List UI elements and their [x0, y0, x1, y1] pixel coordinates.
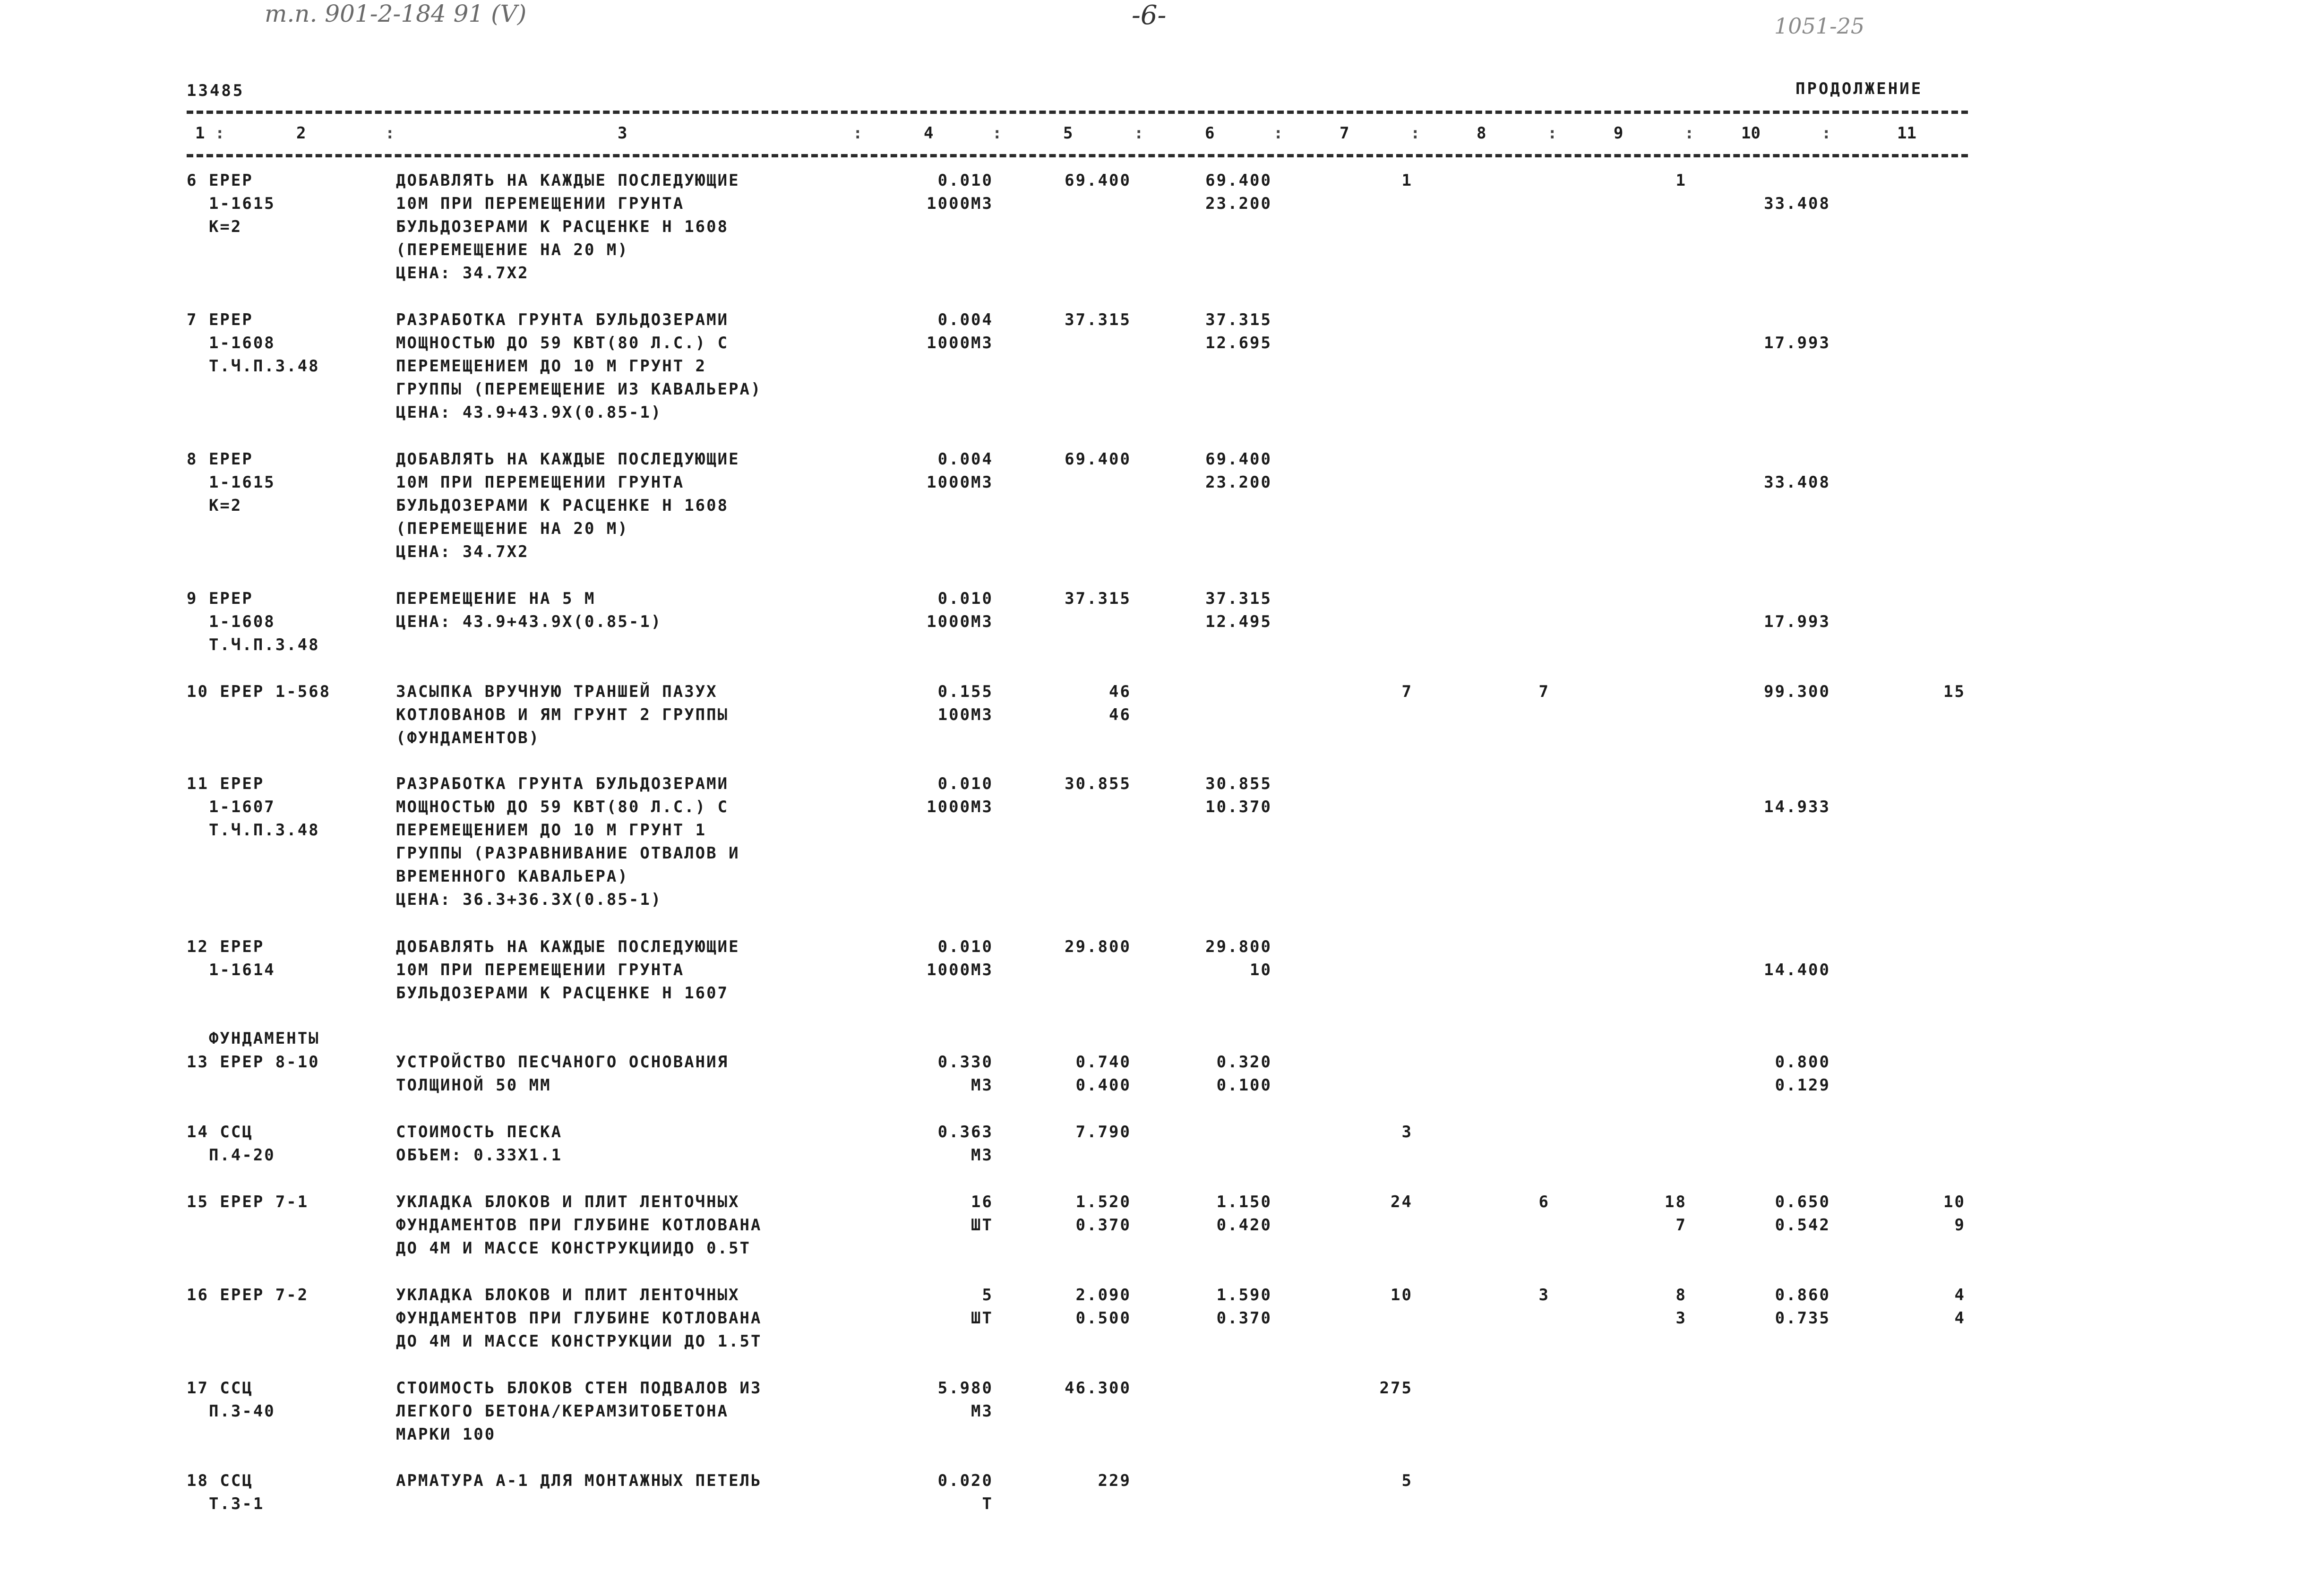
cell-line: М3	[971, 1146, 993, 1165]
cell-line: 17 ССЦ	[187, 1379, 253, 1398]
cell-line: (ФУНДАМЕНТОВ)	[396, 729, 541, 747]
cell-line: 46.300	[1065, 1379, 1131, 1398]
cell-line: 33.408	[1764, 194, 1830, 213]
cell-line: 6	[1538, 1193, 1550, 1211]
cell-line: 1.520	[1075, 1193, 1131, 1211]
cell-c3	[396, 169, 892, 285]
cell-line: 5	[1401, 1471, 1413, 1490]
cell-c7	[1366, 1121, 1413, 1144]
cell-c1	[187, 1469, 385, 1516]
cell-c6	[1158, 309, 1272, 355]
cell-line: ГРУППЫ (ПЕРЕМЕЩЕНИЕ ИЗ КАВАЛЬЕРА)	[396, 380, 762, 399]
cell-line: 69.400	[1065, 450, 1131, 469]
cell-line: 16 ЕРЕР 7-2	[187, 1286, 309, 1304]
cell-c4	[893, 680, 993, 727]
cell-line: 0.400	[1075, 1076, 1131, 1095]
cell-line: 10М ПРИ ПЕРЕМЕЩЕНИИ ГРУНТА	[396, 194, 685, 213]
cell-line: 9	[1954, 1216, 1966, 1235]
column-header-row: 1 2 3 4 5 6 7 8 9 10 11 : : : : : : : : : :	[195, 124, 1916, 143]
col-head-6: 6	[1205, 124, 1215, 143]
cell-line	[1744, 448, 1830, 471]
cell-line: 4	[1954, 1309, 1966, 1328]
col-head-4: 4	[924, 124, 934, 143]
cell-c7	[1366, 1469, 1413, 1493]
cell-line: 1-1615	[187, 473, 275, 492]
cell-c8	[1503, 1191, 1550, 1214]
cell-line: 0.800	[1775, 1053, 1830, 1072]
cell-line: КОТЛОВАНОВ И ЯМ ГРУНТ 2 ГРУППЫ	[396, 705, 729, 724]
cell-c6	[1158, 772, 1272, 819]
cell-line: ШТ	[971, 1309, 993, 1328]
cell-line: 0.020	[937, 1471, 993, 1490]
cell-line: Т.Ч.П.3.48	[187, 635, 320, 654]
doc-code: 13485	[187, 81, 245, 100]
rule-under-header	[187, 154, 1968, 157]
cell-line: 8 ЕРЕР	[187, 450, 253, 469]
cell-line: 1-1608	[187, 612, 275, 631]
cell-line: 10	[1250, 961, 1272, 979]
cell-c3	[396, 1469, 892, 1493]
col-head-3: 3	[618, 124, 627, 143]
cell-line: 8	[1675, 1286, 1687, 1304]
cell-line: 3	[1401, 1123, 1413, 1141]
cell-line: М3	[971, 1076, 993, 1095]
cell-line: БУЛЬДОЗЕРАМИ К РАСЦЕНКЕ Н 1608	[396, 217, 729, 236]
cell-line: ОБЪЕМ: 0.33Х1.1	[396, 1146, 563, 1165]
cell-line: 275	[1379, 1379, 1413, 1398]
cell-line: 0.330	[937, 1053, 993, 1072]
cell-line: 18	[1665, 1193, 1687, 1211]
cell-line: УКЛАДКА БЛОКОВ И ПЛИТ ЛЕНТОЧНЫХ	[396, 1193, 740, 1211]
cell-c6	[1158, 169, 1272, 215]
cell-line	[1744, 169, 1830, 192]
cell-c8	[1503, 1284, 1550, 1307]
cell-c5	[1016, 1191, 1131, 1237]
cell-line: ТОЛЩИНОЙ 50 ММ	[396, 1076, 551, 1095]
cell-line: ДОБАВЛЯТЬ НА КАЖДЫЕ ПОСЛЕДУЮЩИЕ	[396, 937, 740, 956]
cell-c1	[187, 680, 385, 704]
col-head-7: 7	[1340, 124, 1349, 143]
cell-line: 1000М3	[927, 961, 993, 979]
cell-line: 14.933	[1764, 798, 1830, 816]
cell-line: 1.150	[1216, 1193, 1272, 1211]
cell-c5	[1016, 448, 1131, 471]
stamp-right: 1051-25	[1774, 13, 1865, 39]
cell-line: МОЩНОСТЬЮ ДО 59 КВТ(80 Л.С.) С	[396, 798, 729, 816]
cell-line: 2.090	[1075, 1286, 1131, 1304]
rule-top	[187, 111, 1968, 114]
cell-line: 7	[1401, 682, 1413, 701]
cell-c11	[1918, 680, 1966, 704]
cell-line: СТОИМОСТЬ ПЕСКА	[396, 1123, 563, 1141]
cell-line: ЦЕНА: 43.9+43.9Х(0.85-1)	[396, 612, 662, 631]
cell-line: 1000М3	[927, 473, 993, 492]
cell-c4	[893, 935, 993, 982]
cell-line: Т	[982, 1494, 993, 1513]
cell-c4	[893, 587, 993, 634]
cell-line: ПЕРЕМЕЩЕНИЕМ ДО 10 М ГРУНТ 1	[396, 821, 707, 840]
cell-line: 69.400	[1205, 171, 1272, 190]
cell-c6	[1158, 1284, 1272, 1330]
cell-line: 7 ЕРЕР	[187, 310, 253, 329]
cell-line: 99.300	[1764, 682, 1830, 701]
cell-c10	[1744, 1284, 1830, 1330]
cell-c3	[396, 448, 892, 564]
cell-c1	[187, 169, 385, 239]
cell-line: 5	[982, 1286, 993, 1304]
cell-line: 0.363	[937, 1123, 993, 1141]
cell-line: 0.155	[937, 682, 993, 701]
cell-line: 0.004	[937, 450, 993, 469]
cell-c4	[893, 772, 993, 819]
cell-c7	[1366, 169, 1413, 192]
cell-c1	[187, 1051, 385, 1074]
cell-c3	[396, 1284, 892, 1353]
cell-line: 10.370	[1205, 798, 1272, 816]
cell-c6	[1158, 1191, 1272, 1237]
cell-c4	[893, 1121, 993, 1167]
cell-c3	[396, 1191, 892, 1260]
cell-c1	[187, 309, 385, 378]
cell-line: ФУНДАМЕНТОВ ПРИ ГЛУБИНЕ КОТЛОВАНА	[396, 1216, 762, 1235]
cell-line: 46	[1109, 705, 1131, 724]
cell-line: 1000М3	[927, 798, 993, 816]
cell-line: 1	[1675, 171, 1687, 190]
cell-line: ЦЕНА: 36.3+36.3Х(0.85-1)	[396, 890, 662, 909]
cell-c5	[1016, 1469, 1131, 1493]
cell-line: ДОБАВЛЯТЬ НА КАЖДЫЕ ПОСЛЕДУЮЩИЕ	[396, 171, 740, 190]
cell-line: 23.200	[1205, 473, 1272, 492]
cell-c11	[1918, 1284, 1966, 1330]
cell-c4	[893, 448, 993, 494]
cell-line: 15 ЕРЕР 7-1	[187, 1193, 309, 1211]
cell-c5	[1016, 1121, 1131, 1144]
cell-line: Т.3-1	[187, 1494, 265, 1513]
cell-line: 10	[1391, 1286, 1413, 1304]
cell-line: 1-1615	[187, 194, 275, 213]
cell-line: К=2	[187, 217, 242, 236]
cell-c4	[893, 309, 993, 355]
col-head-8: 8	[1477, 124, 1486, 143]
cell-c10	[1744, 1191, 1830, 1237]
col-head-9: 9	[1614, 124, 1623, 143]
cell-c1	[187, 587, 385, 657]
cell-line: 69.400	[1065, 171, 1131, 190]
cell-c6	[1158, 1051, 1272, 1097]
cell-line: 0.129	[1775, 1076, 1830, 1095]
cell-line: 100М3	[937, 705, 993, 724]
cell-line: 37.315	[1065, 589, 1131, 608]
cell-c7	[1366, 1377, 1413, 1400]
cell-line: 18 ССЦ	[187, 1471, 253, 1490]
cell-line: 46	[1109, 682, 1131, 701]
cell-c1	[187, 1191, 385, 1214]
cell-c3	[396, 1121, 892, 1167]
cell-line: МАРКИ 100	[396, 1425, 496, 1444]
cell-c5	[1016, 680, 1131, 727]
cell-line: 0.735	[1775, 1309, 1830, 1328]
cell-c4	[893, 1191, 993, 1237]
cell-c1	[187, 1121, 385, 1167]
cell-line: 0.320	[1216, 1053, 1272, 1072]
cell-line: ЗАСЫПКА ВРУЧНУЮ ТРАНШЕЙ ПАЗУХ	[396, 682, 718, 701]
cell-c5	[1016, 935, 1131, 959]
cell-line: БУЛЬДОЗЕРАМИ К РАСЦЕНКЕ Н 1608	[396, 496, 729, 515]
cell-line: 229	[1098, 1471, 1131, 1490]
cell-c3	[396, 772, 892, 911]
cell-line: ПЕРЕМЕЩЕНИЕМ ДО 10 М ГРУНТ 2	[396, 357, 707, 376]
cell-line: 12 ЕРЕР	[187, 937, 265, 956]
cell-line: 30.855	[1065, 774, 1131, 793]
cell-line: М3	[971, 1402, 993, 1421]
cell-line	[1744, 309, 1830, 332]
cell-line: 13 ЕРЕР 8-10	[187, 1053, 320, 1072]
cell-line: Т.Ч.П.3.48	[187, 821, 320, 840]
cell-c5	[1016, 587, 1131, 610]
cell-line: 0.500	[1075, 1309, 1131, 1328]
cell-line: РАЗРАБОТКА ГРУНТА БУЛЬДОЗЕРАМИ	[396, 774, 729, 793]
cell-line: 0.010	[937, 937, 993, 956]
cell-line: 14 ССЦ	[187, 1123, 253, 1141]
cell-line: 10	[1943, 1193, 1966, 1211]
cell-line: 7	[1538, 682, 1550, 701]
cell-line: ПЕРЕМЕЩЕНИЕ НА 5 М	[396, 589, 596, 608]
cell-line: 16	[971, 1193, 993, 1211]
cell-c1	[187, 1377, 385, 1423]
cell-c6	[1158, 935, 1272, 982]
cell-line: (ПЕРЕМЕЩЕНИЕ НА 20 М)	[396, 519, 629, 538]
cell-line: 37.315	[1205, 589, 1272, 608]
col-head-2: 2	[296, 124, 306, 143]
cell-line: (ПЕРЕМЕЩЕНИЕ НА 20 М)	[396, 240, 629, 259]
cell-line: 37.315	[1205, 310, 1272, 329]
cell-line: УСТРОЙСТВО ПЕСЧАНОГО ОСНОВАНИЯ	[396, 1053, 729, 1072]
cell-line: 1000М3	[927, 612, 993, 631]
cell-c9	[1640, 1191, 1687, 1237]
cell-c1	[187, 448, 385, 517]
cell-c10	[1744, 680, 1830, 704]
cell-c10	[1744, 169, 1830, 215]
cell-c10	[1744, 587, 1830, 634]
cell-line: 0.370	[1216, 1309, 1272, 1328]
cell-line: 0.542	[1775, 1216, 1830, 1235]
cell-line: ШТ	[971, 1216, 993, 1235]
cell-line: 1	[1401, 171, 1413, 190]
col-head-5: 5	[1063, 124, 1073, 143]
cell-c1	[187, 935, 385, 982]
cell-line: 1-1614	[187, 961, 275, 979]
cell-c1	[187, 1027, 385, 1050]
stamp-left: т.п. 901-2-184 91 (V)	[265, 0, 527, 27]
cell-c7	[1366, 1191, 1413, 1214]
cell-line: 11 ЕРЕР	[187, 774, 265, 793]
cell-c4	[893, 1051, 993, 1097]
cell-line: Т.Ч.П.3.48	[187, 357, 320, 376]
cell-line: 6 ЕРЕР	[187, 171, 253, 190]
cell-line: 4	[1954, 1286, 1966, 1304]
cell-line: 69.400	[1205, 450, 1272, 469]
cell-line: 1-1607	[187, 798, 275, 816]
cell-c5	[1016, 772, 1131, 796]
cell-c5	[1016, 1284, 1131, 1330]
cell-line: 7	[1675, 1216, 1687, 1235]
cell-c4	[893, 1377, 993, 1423]
cell-line: БУЛЬДОЗЕРАМИ К РАСЦЕНКЕ Н 1607	[396, 984, 729, 1003]
cell-line: К=2	[187, 496, 242, 515]
cell-line: 30.855	[1205, 774, 1272, 793]
cell-line: 7.790	[1075, 1123, 1131, 1141]
cell-line: 3	[1538, 1286, 1550, 1304]
cell-line	[1744, 587, 1830, 610]
cell-line: 5.980	[937, 1379, 993, 1398]
cell-line: 23.200	[1205, 194, 1272, 213]
cell-line: 14.400	[1764, 961, 1830, 979]
cell-line: СТОИМОСТЬ БЛОКОВ СТЕН ПОДВАЛОВ ИЗ	[396, 1379, 762, 1398]
cell-c4	[893, 1469, 993, 1516]
cell-c6	[1158, 587, 1272, 634]
cell-line: 0.740	[1075, 1053, 1131, 1072]
cell-c3	[396, 587, 892, 634]
cell-line: ДОБАВЛЯТЬ НА КАЖДЫЕ ПОСЛЕДУЮЩИЕ	[396, 450, 740, 469]
page-number: -6-	[1132, 0, 1167, 31]
cell-line	[1744, 935, 1830, 959]
cell-line: ЛЕГКОГО БЕТОНА/КЕРАМЗИТОБЕТОНА	[396, 1402, 729, 1421]
cell-line: ГРУППЫ (РАЗРАВНИВАНИЕ ОТВАЛОВ И	[396, 844, 740, 863]
cell-c3	[396, 1377, 892, 1446]
cell-line: 29.800	[1205, 937, 1272, 956]
cell-c8	[1503, 680, 1550, 704]
cell-c1	[187, 1284, 385, 1307]
cell-c7	[1366, 1284, 1413, 1307]
cell-line: 15	[1943, 682, 1966, 701]
cell-line: 12.695	[1205, 334, 1272, 352]
cell-line: 0.004	[937, 310, 993, 329]
cell-line: 0.010	[937, 171, 993, 190]
cell-line: 9 ЕРЕР	[187, 589, 253, 608]
cell-line: ФУНДАМЕНТЫ	[187, 1029, 320, 1048]
cell-line: 0.650	[1775, 1193, 1830, 1211]
cell-line: 12.495	[1205, 612, 1272, 631]
cell-line: 17.993	[1764, 334, 1830, 352]
cell-line: ФУНДАМЕНТОВ ПРИ ГЛУБИНЕ КОТЛОВАНА	[396, 1309, 762, 1328]
cell-c4	[893, 169, 993, 215]
cell-line: 1-1608	[187, 334, 275, 352]
cell-line: 1.590	[1216, 1286, 1272, 1304]
continuation-label: ПРОДОЛЖЕНИЕ	[1795, 79, 1923, 98]
cell-line: 0.370	[1075, 1216, 1131, 1235]
col-head-10: 10	[1741, 124, 1761, 143]
cell-line: ЦЕНА: 34.7Х2	[396, 264, 529, 283]
col-head-1: 1	[195, 124, 205, 143]
cell-c9	[1640, 169, 1687, 192]
cell-line: П.4-20	[187, 1146, 275, 1165]
cell-c3	[396, 309, 892, 424]
cell-c9	[1640, 1284, 1687, 1330]
cell-c5	[1016, 309, 1131, 332]
cell-c10	[1744, 935, 1830, 982]
cell-line: 10М ПРИ ПЕРЕМЕЩЕНИИ ГРУНТА	[396, 961, 685, 979]
cell-line: 3	[1675, 1309, 1687, 1328]
cell-line: РАЗРАБОТКА ГРУНТА БУЛЬДОЗЕРАМИ	[396, 310, 729, 329]
cell-line: МОЩНОСТЬЮ ДО 59 КВТ(80 Л.С.) С	[396, 334, 729, 352]
cell-line: ЦЕНА: 43.9+43.9Х(0.85-1)	[396, 403, 662, 422]
cell-line: 1000М3	[927, 334, 993, 352]
cell-line: 10 ЕРЕР 1-568	[187, 682, 331, 701]
col-head-11: 11	[1897, 124, 1916, 143]
cell-c5	[1016, 1377, 1131, 1400]
cell-line: 0.420	[1216, 1216, 1272, 1235]
cell-line: УКЛАДКА БЛОКОВ И ПЛИТ ЛЕНТОЧНЫХ	[396, 1286, 740, 1304]
cell-line: 24	[1391, 1193, 1413, 1211]
cell-c7	[1366, 680, 1413, 704]
cell-c3	[396, 680, 892, 750]
cell-line: ДО 4М И МАССЕ КОНСТРУКЦИИДО 0.5Т	[396, 1239, 751, 1258]
cell-c11	[1918, 1191, 1966, 1237]
cell-line: АРМАТУРА А-1 ДЛЯ МОНТАЖНЫХ ПЕТЕЛЬ	[396, 1471, 762, 1490]
cell-c1	[187, 772, 385, 842]
cell-line: ЦЕНА: 34.7Х2	[396, 542, 529, 561]
cell-line: 37.315	[1065, 310, 1131, 329]
cell-line: ДО 4М И МАССЕ КОНСТРУКЦИИ ДО 1.5Т	[396, 1332, 762, 1351]
cell-line: 0.860	[1775, 1286, 1830, 1304]
cell-c3	[396, 935, 892, 1005]
cell-line: 0.010	[937, 589, 993, 608]
cell-c4	[893, 1284, 993, 1330]
cell-line: 0.100	[1216, 1076, 1272, 1095]
cell-line: 33.408	[1764, 473, 1830, 492]
cell-c3	[396, 1051, 892, 1097]
cell-line: 29.800	[1065, 937, 1131, 956]
cell-c10	[1744, 1051, 1830, 1097]
cell-line: 10М ПРИ ПЕРЕМЕЩЕНИИ ГРУНТА	[396, 473, 685, 492]
cell-c10	[1744, 772, 1830, 819]
cell-line: П.3-40	[187, 1402, 275, 1421]
cell-line	[1744, 772, 1830, 796]
cell-line: 0.010	[937, 774, 993, 793]
cell-line: 1000М3	[927, 194, 993, 213]
cell-line: 17.993	[1764, 612, 1830, 631]
cell-c6	[1158, 448, 1272, 494]
cell-c10	[1744, 309, 1830, 355]
cell-c5	[1016, 169, 1131, 192]
cell-c5	[1016, 1051, 1131, 1097]
cell-line: ВРЕМЕННОГО КАВАЛЬЕРА)	[396, 867, 629, 886]
cell-c10	[1744, 448, 1830, 494]
